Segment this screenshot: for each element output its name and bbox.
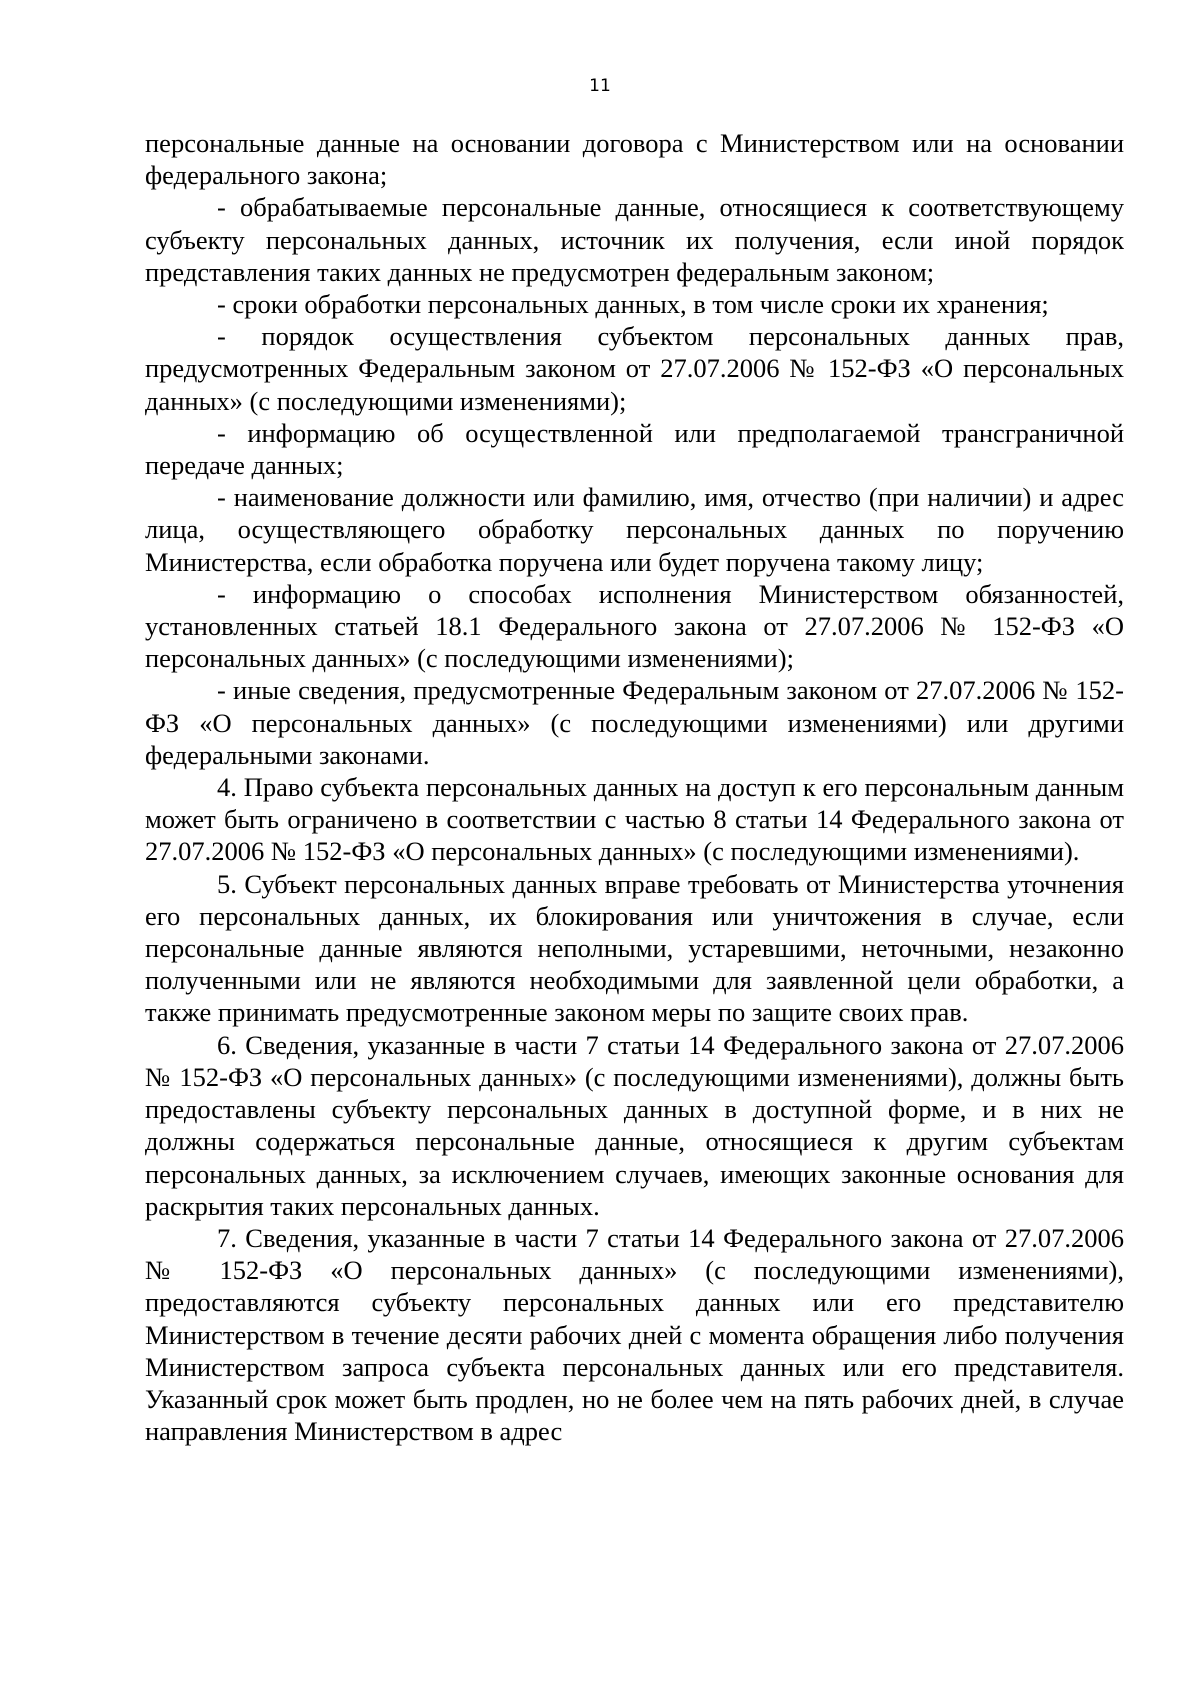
paragraph-list-item-processed-data: - обрабатываемые персональные данные, относящиеся к соответствующему субъекту персональных данных, источник их получения, если иной порядок представления таких данных не предусмотрен федеральным законом; — [145, 192, 1124, 287]
paragraph-list-item-processing-terms: - сроки обработки персональных данных, в том числе сроки их хранения; — [217, 289, 1049, 320]
paragraph-list-item-other-info: - иные сведения, предусмотренные Федеральным законом от 27.07.2006 № 152-ФЗ «О персональных данных» (с последующими изменениями) или другими федеральными законами. — [145, 675, 1124, 770]
paragraph-list-item-processor-name: - наименование должности или фамилию, имя, отчество (при наличии) и адрес лица, осуществляющего обработку персональных данных по поручению Министерства, если обработка поручена или будет поручена такому лицу; — [145, 482, 1124, 577]
paragraph-clause-5: 5. Субъект персональных данных вправе требовать от Министерства уточнения его персональных данных, их блокирования или уничтожения в случае, если персональные данные являются неполными, устаревшими, неточными, незаконно полученными или не являются необходимыми для заявленной цели обработки, а также принимать предусмотренные законом меры по защите своих прав. — [145, 868, 1124, 1028]
page-number: 11 — [589, 76, 611, 96]
paragraph-list-item-obligations: - информацию о способах исполнения Министерством обязанностей, установленных статьей 18.1 Федерального закона от 27.07.2006 № 152-ФЗ «О персональных данных» (с последующими изменениями); — [145, 578, 1124, 674]
document-body — [145, 127, 1124, 1447]
paragraph-clause-7: 7. Сведения, указанные в части 7 статьи 14 Федерального закона от 27.07.2006 № 152-ФЗ «О персональных данных» (с последующими изменениями), предоставляются субъекту персональных данных или его представителю Министерством в течение десяти рабочих дней с момента обращения либо получения Министерством запроса субъекта персональных данных или его представителя. Указанный срок может быть продлен, но не более чем на пять рабочих дней, в случае направления Министерством в адрес — [145, 1222, 1124, 1447]
paragraph-clause-4: 4. Право субъекта персональных данных на доступ к его персональным данным может быть ограничено в соответствии с частью 8 статьи 14 Федерального закона от 27.07.2006 № 152-ФЗ «О персональных данных» (с последующими изменениями). — [145, 772, 1124, 867]
paragraph-list-item-rights-procedure: - порядок осуществления субъектом персональных данных прав, предусмотренных Федеральным законом от 27.07.2006 № 152-ФЗ «О персональных данных» (с последующими изменениями); — [145, 321, 1124, 416]
paragraph-clause-6: 6. Сведения, указанные в части 7 статьи 14 Федерального закона от 27.07.2006 № 152-ФЗ «О персональных данных» (с последующими изменениями), должны быть предоставлены субъекту персональных данных в доступной форме, и в них не должны содержаться персональные данные, относящиеся к другим субъектам персональных данных, за исключением случаев, имеющих законные основания для раскрытия таких персональных данных. — [145, 1029, 1124, 1221]
paragraph-continuation: персональные данные на основании договора с Министерством или на основании федерального закона; — [145, 128, 1124, 191]
paragraph-list-item-cross-border: - информацию об осуществленной или предполагаемой трансграничной передаче данных; — [145, 417, 1124, 481]
